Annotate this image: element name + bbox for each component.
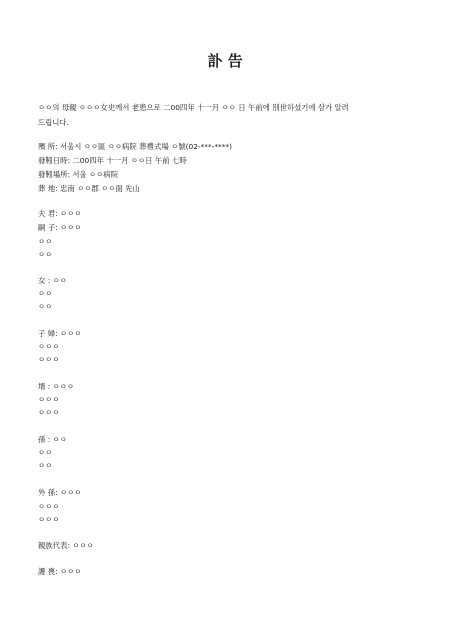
daughter-line-3: ㅇㅇ: [38, 302, 53, 311]
daughter-line-2: ㅇㅇ: [38, 289, 53, 298]
intro-line-2: 드립니다.: [38, 118, 69, 127]
info-funeral-hall: 殯 所: 서울시 ㅇㅇ區 ㅇㅇ病院 葬禮式場 ㅇ號(02-***-****): [38, 142, 232, 151]
daughter-in-law-line-2: ㅇㅇㅇ: [38, 342, 60, 351]
intro-paragraph: [38, 100, 418, 130]
info-departure-time: 發靷日時: 二00四年 十一月 ㅇㅇ日 午前 七時: [38, 156, 187, 165]
daughter-in-law-line: 子 婦: ㅇㅇㅇ: [38, 329, 82, 338]
daughter-line: 女 : ㅇㅇ: [38, 276, 67, 285]
husband-line: 夫 君: ㅇㅇㅇ: [38, 209, 82, 218]
family-representative-line: 親族代表: ㅇㅇㅇ: [38, 541, 94, 550]
info-burial-place: 葬 地: 忠南 ㅇㅇ郡 ㅇㅇ面 先山: [38, 184, 140, 193]
son-line-3: ㅇㅇ: [38, 250, 53, 259]
son-in-law-line: 壻 : ㅇㅇㅇ: [38, 382, 74, 391]
grandchild-line-3: ㅇㅇ: [38, 461, 53, 470]
son-line-2: ㅇㅇ: [38, 237, 53, 246]
son-line: 嗣 子: ㅇㅇㅇ: [38, 223, 82, 232]
info-departure-place: 發靷場所: 서울 ㅇㅇ病院: [38, 170, 119, 179]
chief-mourner-line: 護 喪: ㅇㅇㅇ: [38, 567, 82, 576]
grandchild-line-2: ㅇㅇ: [38, 448, 53, 457]
grandchild-line: 孫 : ㅇㅇ: [38, 435, 67, 444]
son-in-law-line-2: ㅇㅇㅇ: [38, 395, 60, 404]
intro-line-1: ㅇㅇ의 母親 ㅇㅇㅇ女史께서 老患으로 二00四年 十一月 ㅇㅇ 日 午前에 別世하셨기에 삼가 알려: [38, 103, 349, 112]
maternal-grandchild-line-2: ㅇㅇㅇ: [38, 502, 60, 511]
maternal-grandchild-line: 外 孫: ㅇㅇㅇ: [38, 488, 82, 497]
maternal-grandchild-line-3: ㅇㅇㅇ: [38, 515, 60, 524]
daughter-in-law-line-3: ㅇㅇㅇ: [38, 355, 60, 364]
son-in-law-line-3: ㅇㅇㅇ: [38, 408, 60, 417]
page-title: 訃 告: [207, 52, 243, 70]
